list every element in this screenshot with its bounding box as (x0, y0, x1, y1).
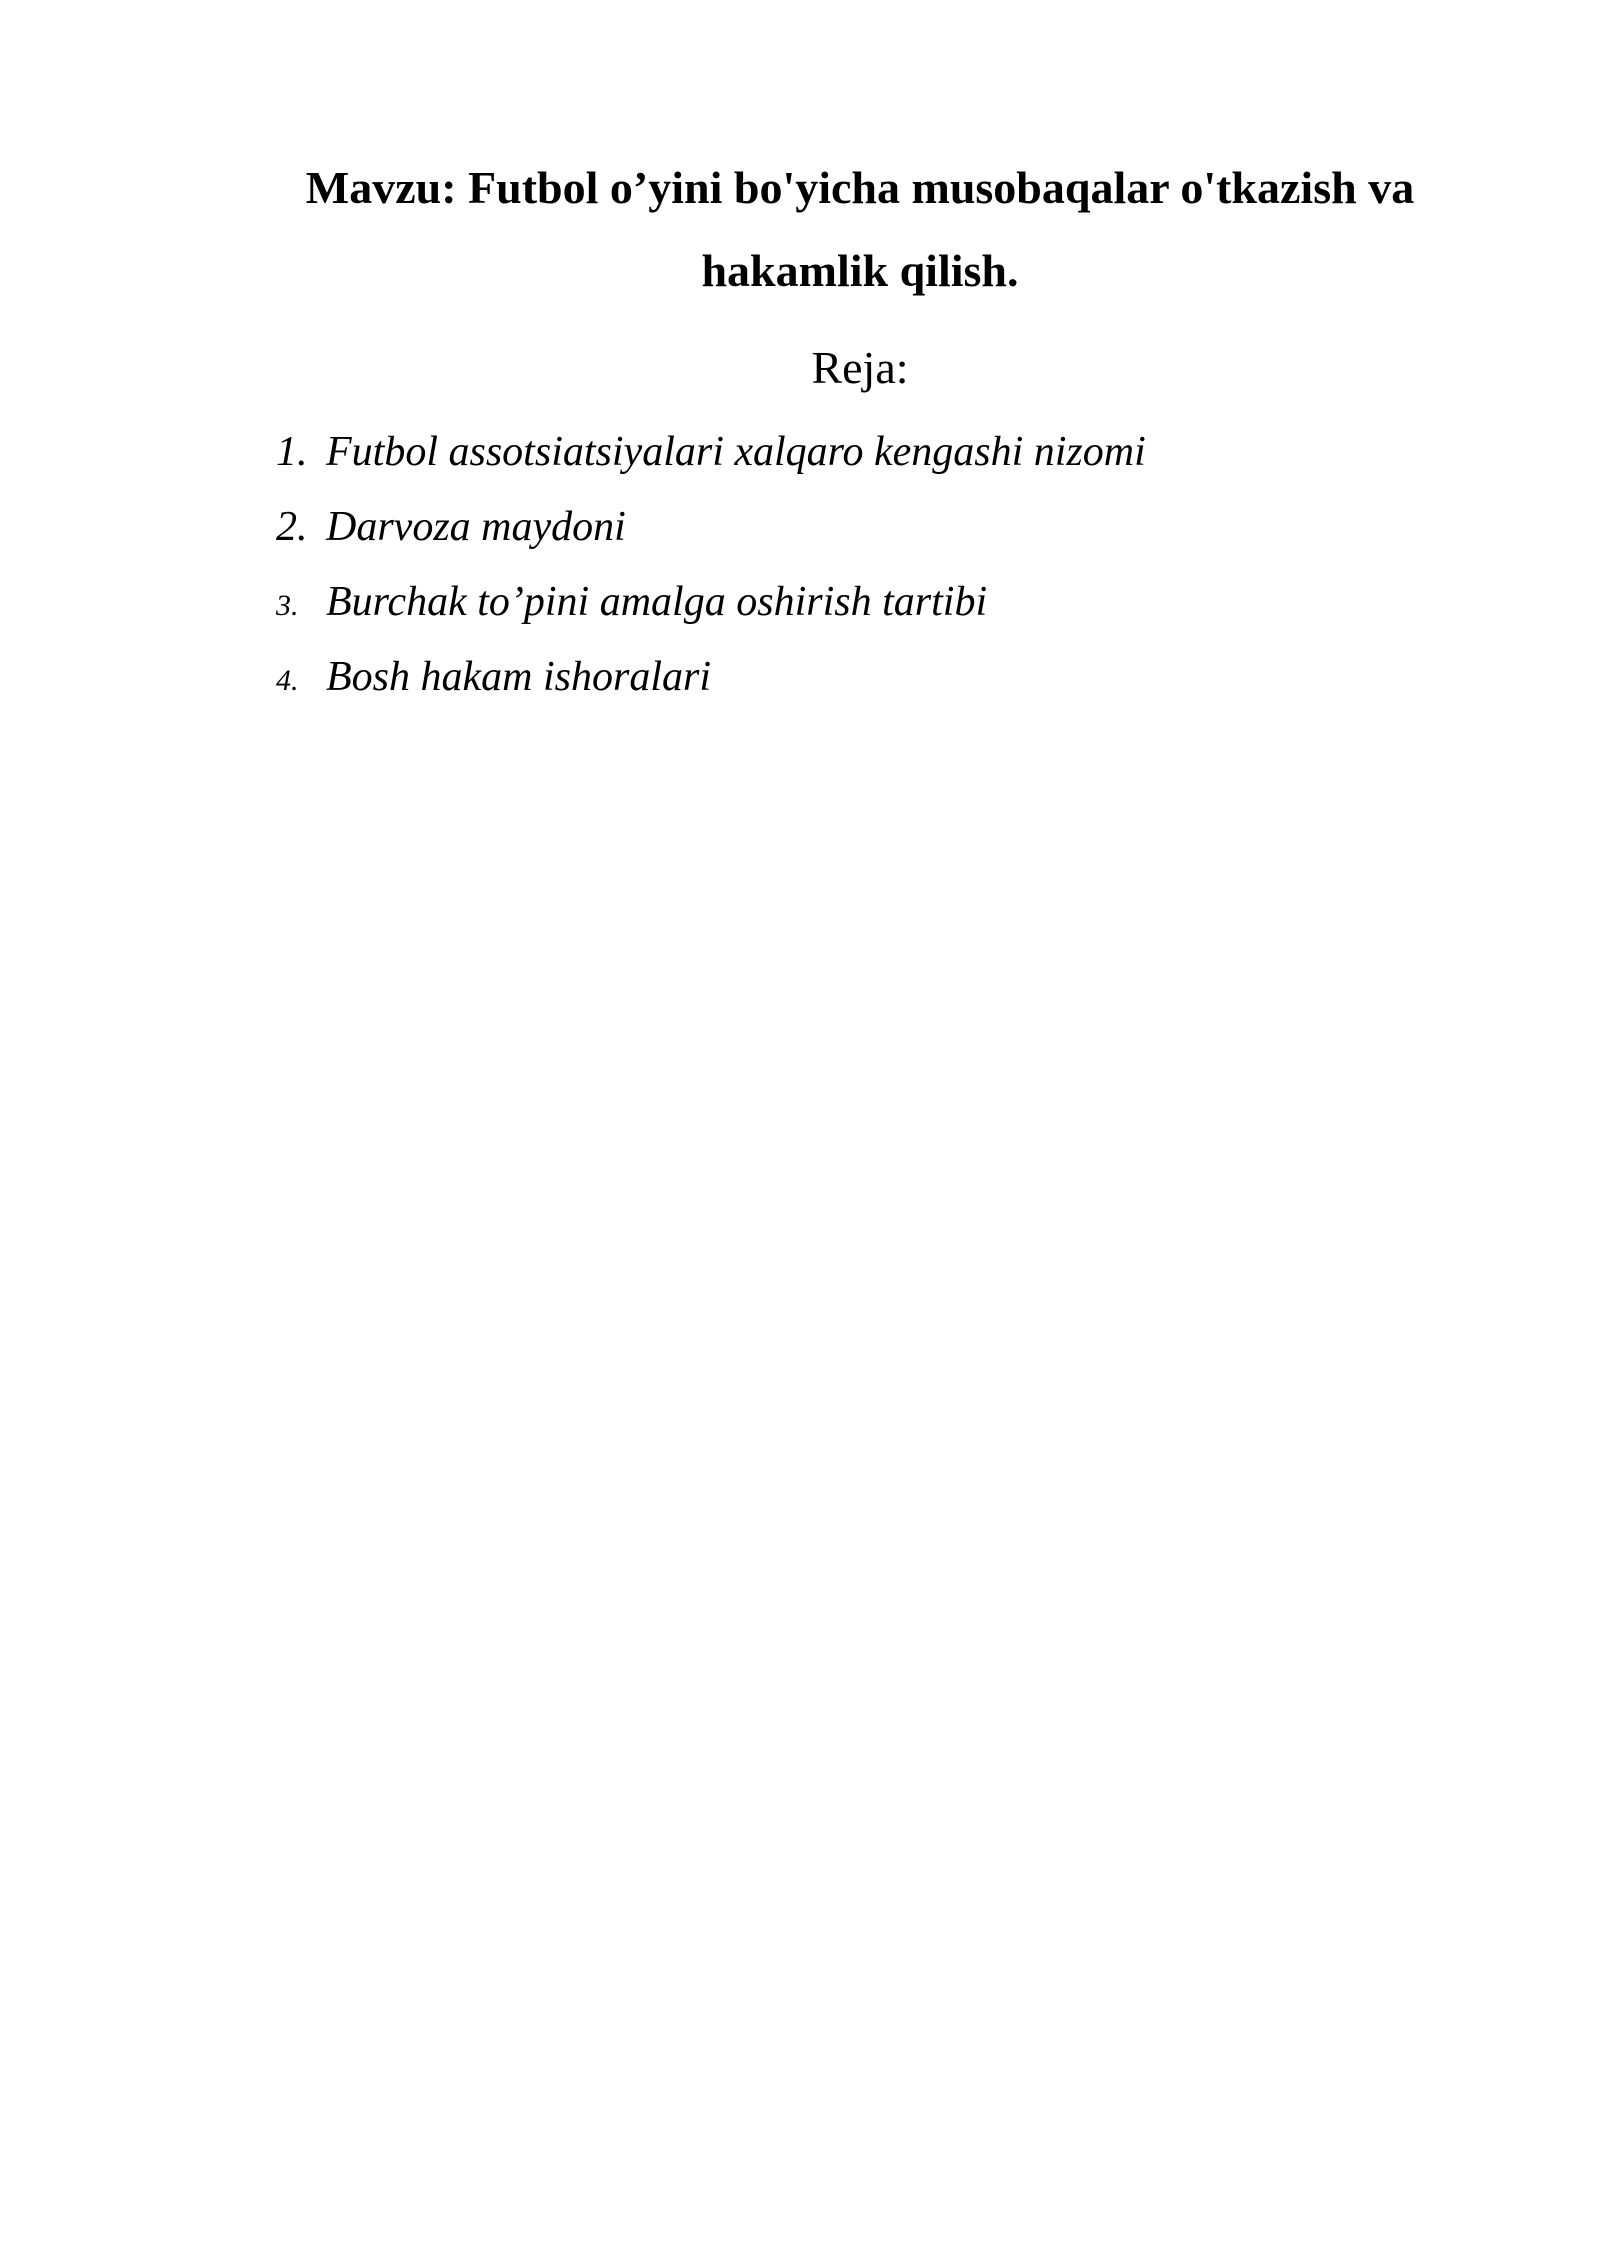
plan-item (276, 497, 1476, 572)
plan-list (276, 422, 1476, 722)
plan-item-number: 1. (276, 429, 308, 475)
plan-heading: Reja: (811, 342, 909, 393)
plan-item (276, 572, 1476, 647)
plan-item-text: Bosh hakam ishoralari (326, 654, 712, 700)
document-title: Mavzu: Futbol o’yini bo'yicha musobaqalar o'tkazish va hakamlik qilish. (305, 162, 1415, 296)
plan-item-text: Burchak to’pini amalga oshirish tartibi (326, 579, 988, 625)
plan-item-text: Darvoza maydoni (326, 504, 626, 550)
plan-item-number: 2. (276, 504, 308, 550)
plan-item (276, 422, 1476, 497)
plan-item-text: Futbol assotsiatsiyalari xalqaro kengashi nizomi (326, 429, 1146, 475)
plan-item (276, 647, 1476, 722)
plan-item-number: 4. (276, 664, 299, 697)
plan-item-number: 3. (276, 589, 299, 622)
